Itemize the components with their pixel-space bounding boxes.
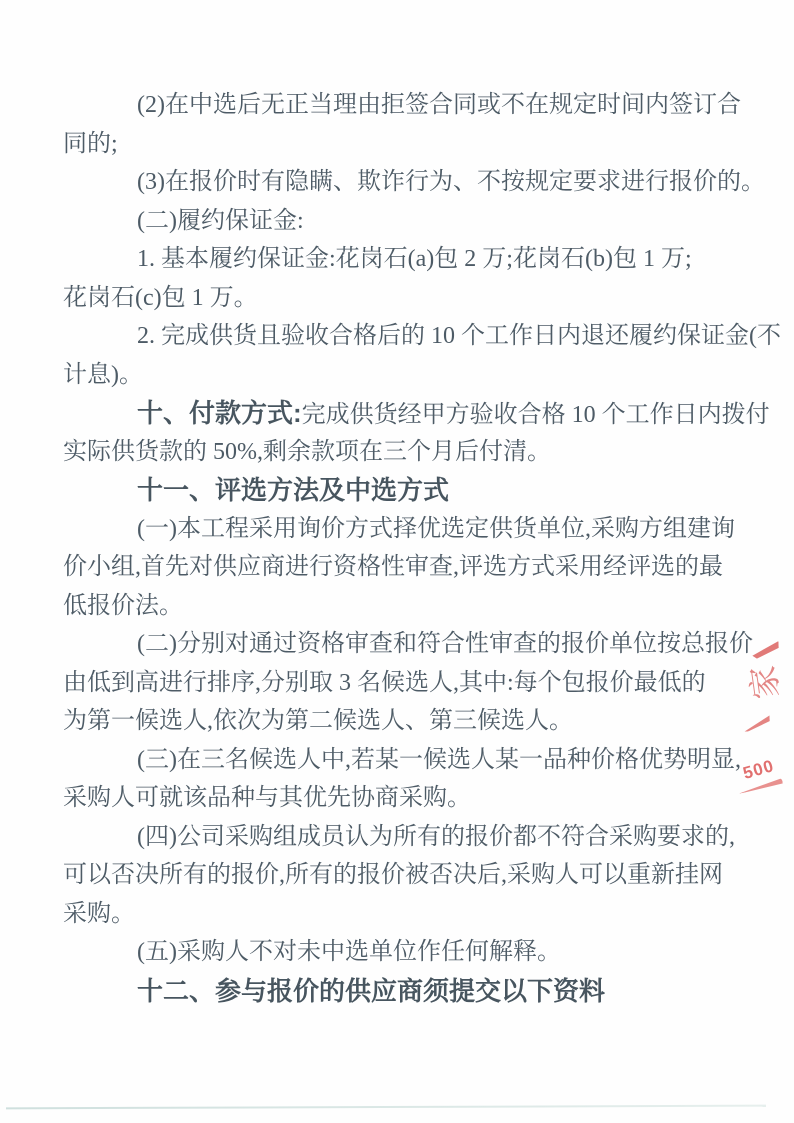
text-line: 采购。 bbox=[63, 900, 135, 927]
text-line: 采购人可就该品种与其优先协商采购。 bbox=[63, 785, 471, 811]
text-line: 计息)。 bbox=[63, 361, 143, 388]
scan-artifact-line bbox=[6, 1105, 766, 1110]
text-line: (一)本工程采用询价方式择优选定供货单位,采购方组建询 bbox=[137, 515, 735, 542]
stamp-stroke-icon bbox=[744, 715, 771, 731]
text-line: 可以否决所有的报价,所有的报价被否决后,采购人可以重新挂网 bbox=[63, 862, 723, 888]
text-line: (五)采购人不对未中选单位作任何解释。 bbox=[137, 939, 561, 965]
text-run: 完成供货经甲方验收合格 10 个工作日内拨付 bbox=[301, 402, 770, 428]
text-line: (二)履约保证金: bbox=[137, 207, 304, 234]
text-line: 1. 基本履约保证金:花岗石(a)包 2 万;花岗石(b)包 1 万; bbox=[137, 246, 692, 272]
text-line: (3)在报价时有隐瞒、欺诈行为、不按规定要求进行报价的。 bbox=[137, 169, 765, 195]
text-line: 同的; bbox=[63, 130, 118, 157]
text-line: (三)在三名候选人中,若某一候选人某一品种价格优势明显, bbox=[137, 746, 741, 773]
text-line: 由低到高进行排序,分别取 3 名候选人,其中:每个包报价最低的 bbox=[63, 669, 706, 696]
heading-line: 十二、参与报价的供应商须提交以下资料 bbox=[137, 975, 606, 1006]
text-line: (2)在中选后无正当理由拒签合同或不在规定时间内签订合 bbox=[137, 92, 741, 118]
text-line: 价小组,首先对供应商进行资格性审查,评选方式采用经评选的最 bbox=[63, 554, 723, 580]
text-line: 2. 完成供货且验收合格后的 10 个工作日内退还履约保证金(不 bbox=[137, 323, 781, 349]
heading-line: 十一、评选方法及中选方式 bbox=[137, 475, 450, 505]
stamp-glyph-icon bbox=[740, 661, 793, 703]
text-line: 低报价法。 bbox=[63, 592, 183, 619]
stamp-glyph-char: 家 bbox=[745, 663, 787, 701]
stamp-swoosh-icon bbox=[737, 778, 784, 794]
text-line: (二)分别对通过资格审查和符合性审查的报价单位按总报价 bbox=[137, 631, 753, 657]
text-line bbox=[63, 394, 770, 433]
text-line: (四)公司采购组成员认为所有的报价都不符合采购要求的, bbox=[137, 823, 735, 850]
bold-text-run: 十、付款方式: bbox=[137, 398, 302, 428]
text-line: 实际供货款的 50%,剩余款项在三个月后付清。 bbox=[63, 438, 551, 465]
stamp-stroke-icon bbox=[751, 641, 779, 659]
stamp-number-text: 500 bbox=[740, 756, 777, 783]
text-line: 花岗石(c)包 1 万。 bbox=[63, 284, 258, 311]
text-line: 为第一候选人,依次为第二候选人、第三候选人。 bbox=[63, 708, 573, 734]
